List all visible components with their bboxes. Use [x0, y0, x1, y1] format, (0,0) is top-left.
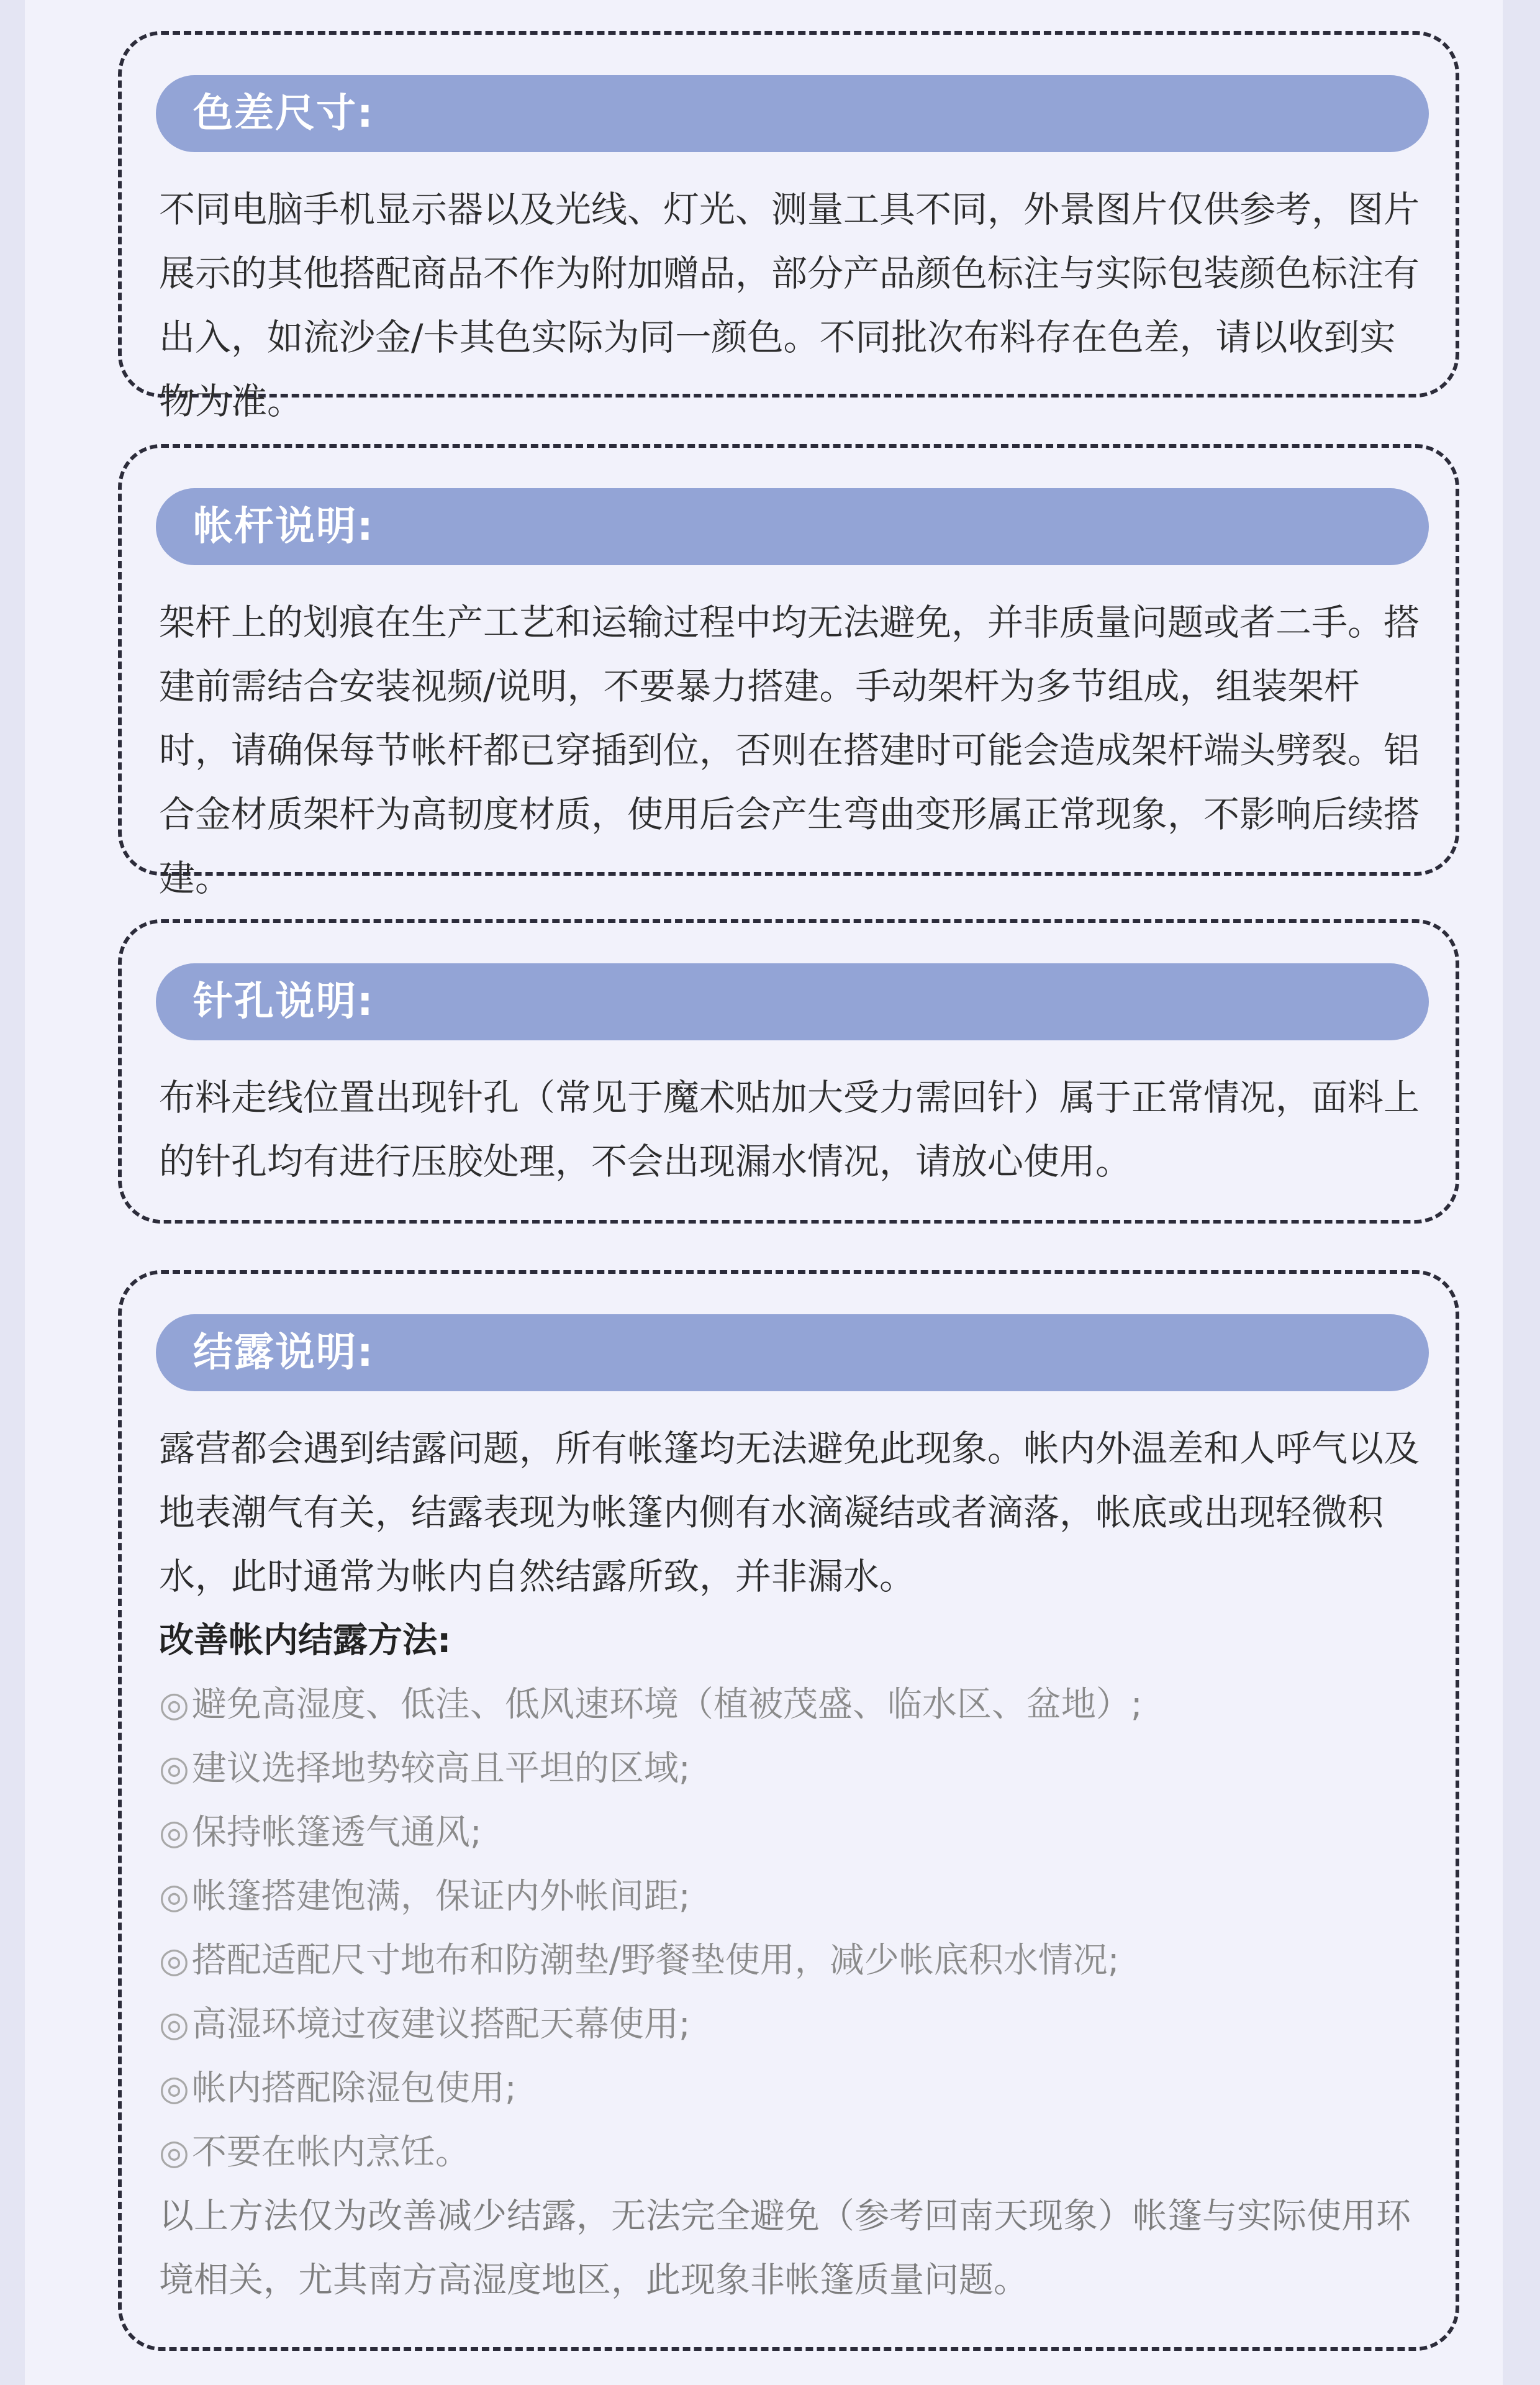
tip-item [159, 2056, 1431, 2120]
tip-text: 保持帐篷透气通风; [191, 1812, 482, 1853]
circle-bullet-icon: ◎ [159, 1748, 189, 1789]
color-difference-card [118, 31, 1459, 422]
circle-bullet-icon: ◎ [159, 1812, 189, 1853]
tip-item [159, 1673, 1431, 1737]
section-title: 针孔说明: [156, 963, 1429, 1040]
tip-item [159, 1865, 1431, 1928]
pinhole-card [118, 919, 1459, 1224]
tip-text: 高湿环境过夜建议搭配天幕使用; [191, 2004, 691, 2045]
tip-text: 避免高湿度、低洼、低风速环境（植被茂盛、临水区、盆地）; [191, 1684, 1143, 1725]
circle-bullet-icon: ◎ [159, 1876, 189, 1917]
circle-bullet-icon: ◎ [159, 1684, 189, 1725]
section-paragraph: 布料走线位置出现针孔（常见于魔术贴加大受力需回针）属于正常情况，面料上的针孔均有进行压胶处理，不会出现漏水情况，请放心使用。 [159, 1076, 1420, 1183]
section-body [159, 1417, 1431, 2312]
tip-item [159, 1737, 1431, 1801]
tip-text: 搭配适配尺寸地布和防潮垫/野餐垫使用，减少帐底积水情况; [191, 1940, 1120, 1981]
tip-text: 帐内搭配除湿包使用; [191, 2068, 517, 2109]
section-footer-note: 以上方法仅为改善减少结露，无法完全避免（参考回南天现象）帐篷与实际使用环境相关，尤其南方高湿度地区，此现象非帐篷质量问题。 [159, 2196, 1411, 2301]
section-paragraph: 露营都会遇到结露问题，所有帐篷均无法避免此现象。帐内外温差和人呼气以及地表潮气有关，结露表现为帐篷内侧有水滴凝结或者滴落，帐底或出现轻微积水，此时通常为帐内自然结露所致，并非漏水。 [159, 1427, 1420, 1597]
tip-item [159, 1928, 1431, 1992]
tip-item [159, 1801, 1431, 1865]
section-title: 色差尺寸: [156, 75, 1429, 152]
section-title: 结露说明: [156, 1314, 1429, 1391]
tip-text: 建议选择地势较高且平坦的区域; [191, 1748, 691, 1789]
circle-bullet-icon: ◎ [159, 1940, 189, 1981]
page [25, 0, 1503, 2385]
tip-text: 不要在帐内烹饪。 [191, 2132, 470, 2173]
tent-pole-card [118, 444, 1459, 899]
tip-text: 帐篷搭建饱满，保证内外帐间距; [191, 1876, 691, 1917]
condensation-card [118, 1270, 1459, 2351]
section-paragraph: 不同电脑手机显示器以及光线、灯光、测量工具不同，外景图片仅供参考，图片展示的其他搭配商品不作为附加赠品，部分产品颜色标注与实际包装颜色标注有出入，如流沙金/卡其色实际为同一颜色。不同批次布料存在色差，请以收到实物为准。 [159, 188, 1420, 422]
section-title: 帐杆说明: [156, 488, 1429, 565]
section-paragraph: 架杆上的划痕在生产工艺和运输过程中均无法避免，并非质量问题或者二手。搭建前需结合安装视频/说明，不要暴力搭建。手动架杆为多节组成，组装架杆时，请确保每节帐杆都已穿插到位，否则在搭建时可能会造成架杆端头劈裂。铝合金材质架杆为高韧度材质，使用后会产生弯曲变形属正常现象，不影响后续搭建。 [159, 601, 1420, 899]
tip-item [159, 1992, 1431, 2056]
circle-bullet-icon: ◎ [159, 2004, 189, 2045]
section-body [159, 1066, 1431, 1194]
section-subheading: 改善帐内结露方法: [159, 1620, 451, 1661]
tip-item [159, 2120, 1431, 2184]
circle-bullet-icon: ◎ [159, 2132, 189, 2173]
circle-bullet-icon: ◎ [159, 2068, 189, 2109]
section-body [159, 178, 1431, 434]
section-body [159, 591, 1431, 911]
